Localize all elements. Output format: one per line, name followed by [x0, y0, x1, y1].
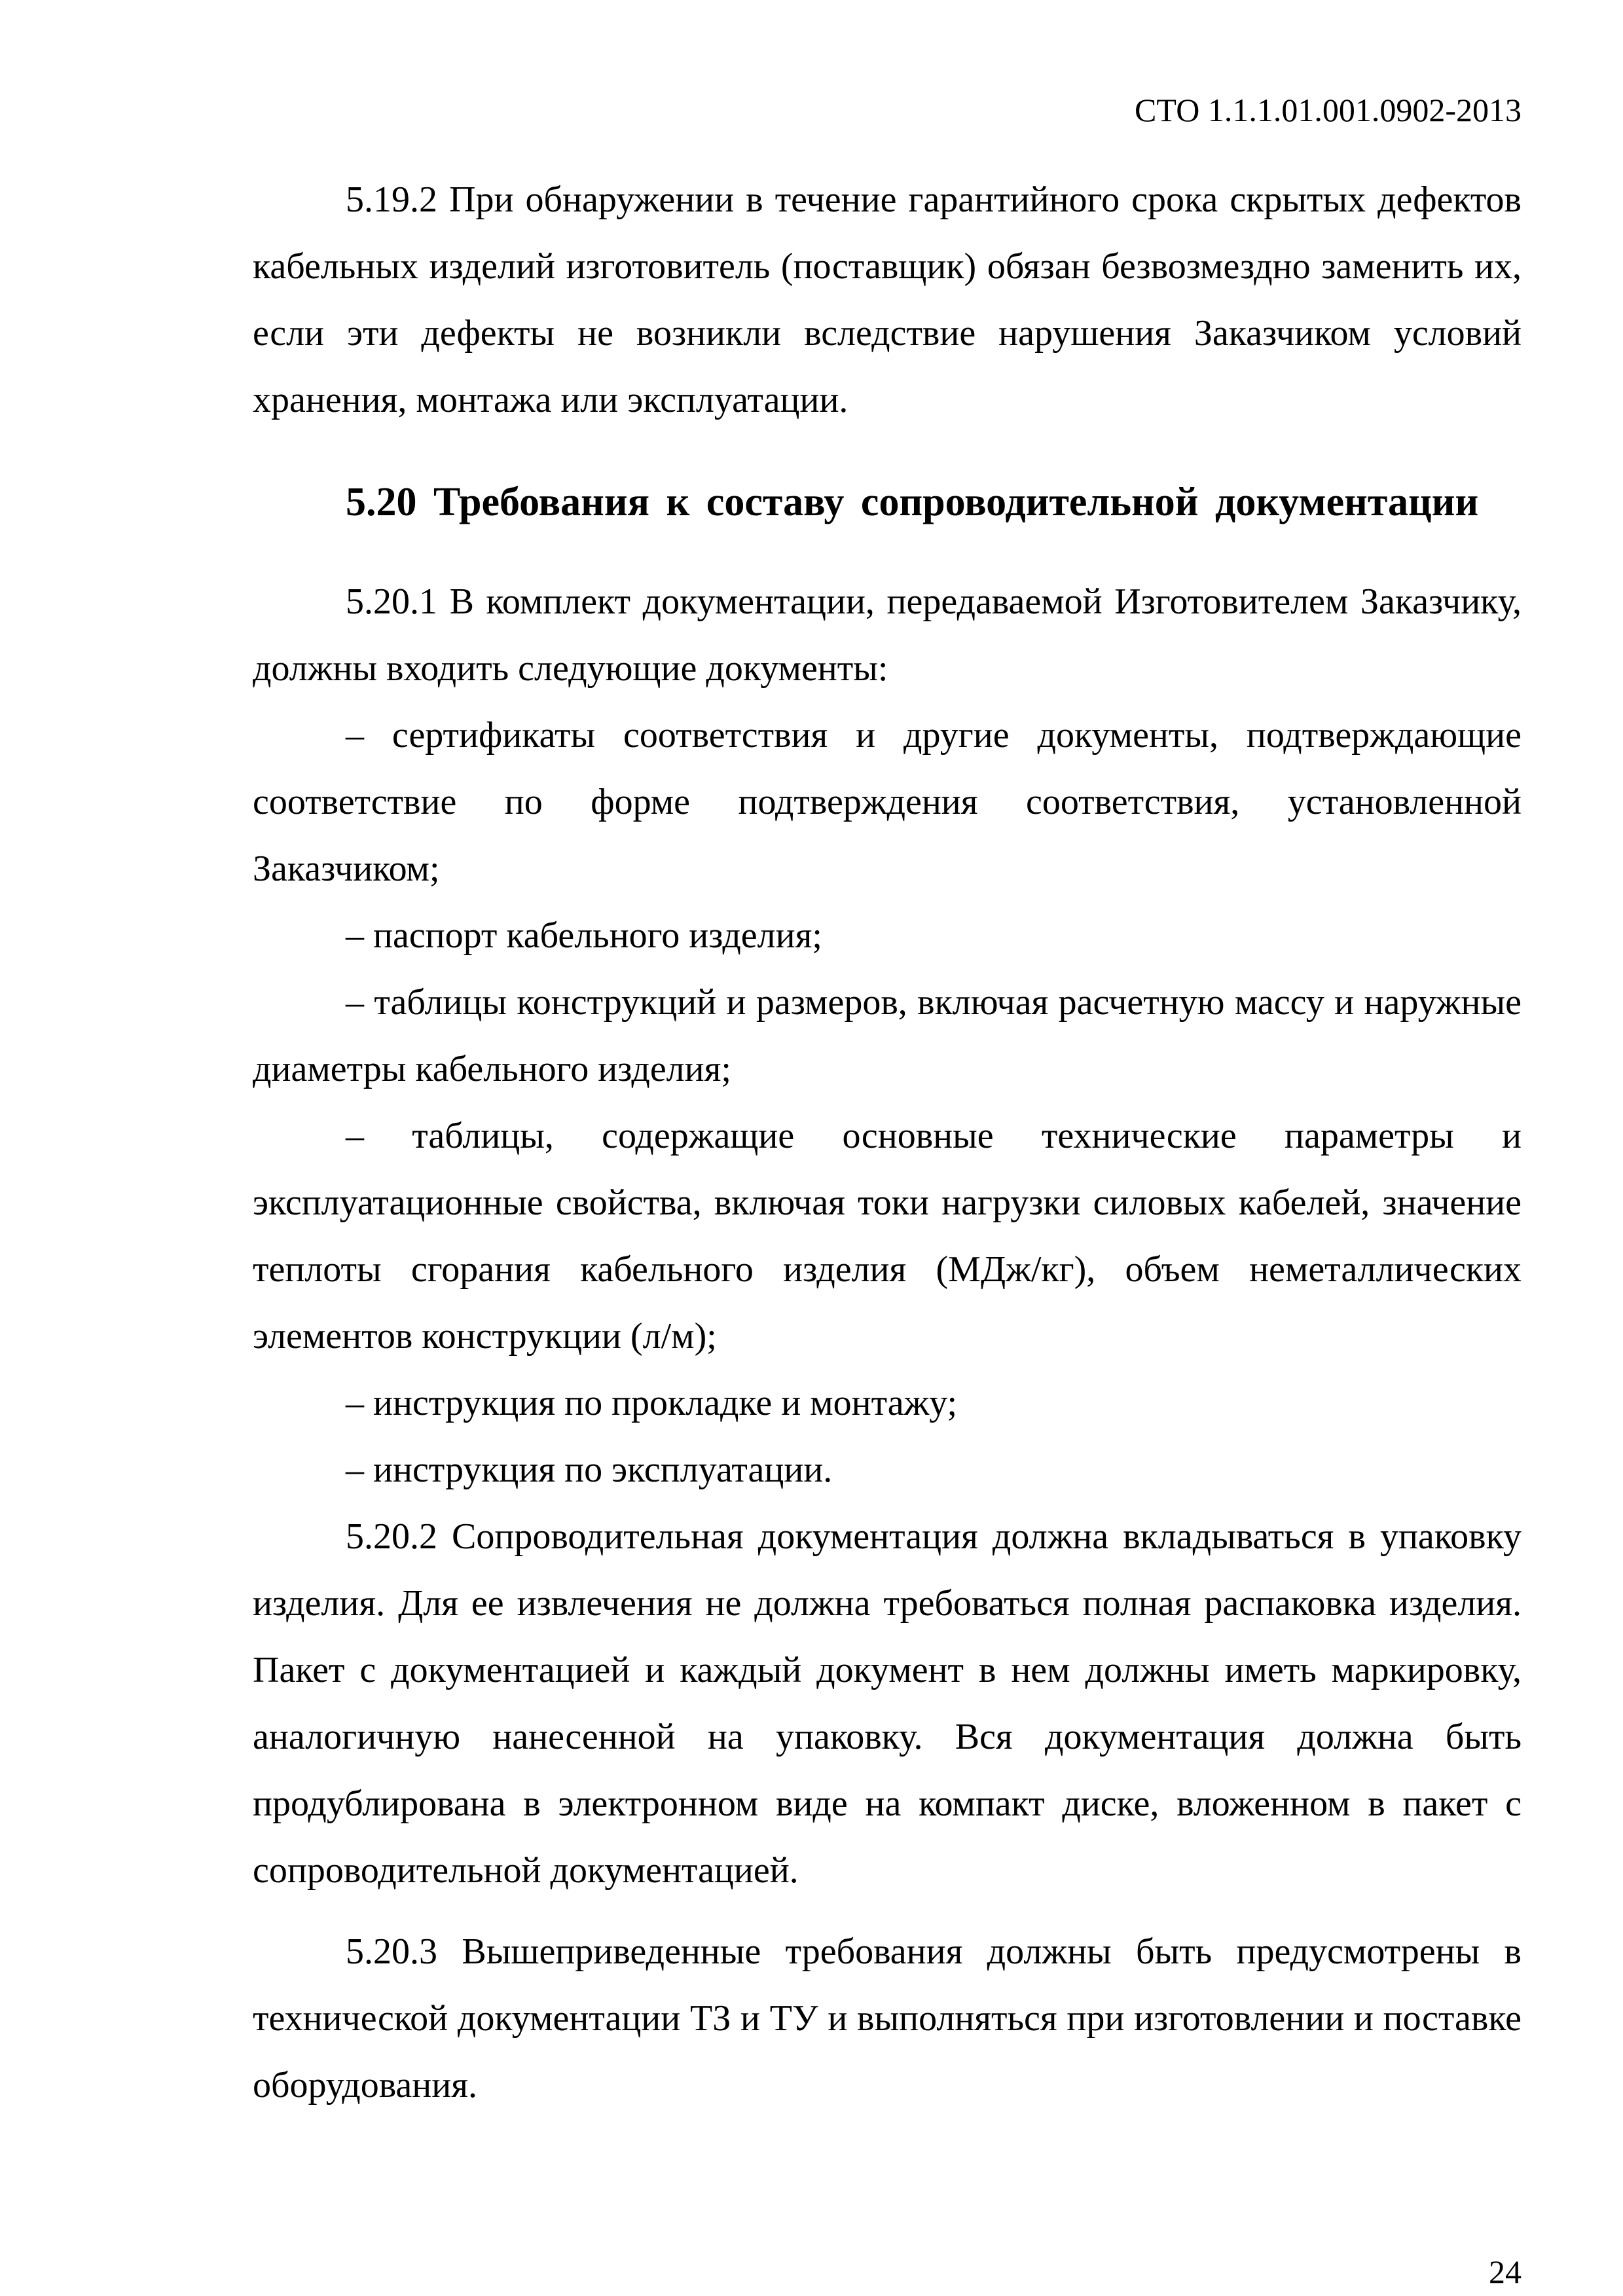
paragraph-5-20-2: 5.20.2 Сопроводительная документация должна вкладываться в упаковку изделия. Для ее извлечения не должна требоваться полная распаковка изделия. Пакет с документацией и каждый документ в нем должны иметь маркировку, аналогичную нанесенной на упаковку. Вся документация должна быть продублирована в электронном виде на компакт диске, вложенном в пакет с сопроводительной документацией.: [253, 1516, 1522, 1891]
paragraph-5-20-1-intro: 5.20.1 В комплект документации, передаваемой Изготовителем Заказчику, должны входить следующие документы:: [253, 581, 1522, 689]
list-item: – таблицы, содержащие основные технические параметры и эксплуатационные свойства, включая токи нагрузки силовых кабелей, значение теплоты сгорания кабельного изделия (МДж/кг), объем неметаллических элементов конструкции (л/м);: [253, 1116, 1522, 1357]
page-number: 24: [1489, 2253, 1522, 2290]
paragraph-5-20-3: 5.20.3 Вышеприведенные требования должны быть предусмотрены в технической документации ТЗ и ТУ и выполняться при изготовлении и поставке оборудования.: [253, 1931, 1522, 2105]
list-item: – таблицы конструкций и размеров, включая расчетную массу и наружные диаметры кабельного изделия;: [253, 982, 1522, 1089]
document-code: СТО 1.1.1.01.001.0902-2013: [1135, 92, 1522, 128]
section-heading-5-20: 5.20 Требования к составу сопроводительной документации: [346, 480, 1479, 524]
list-item: – сертификаты соответствия и другие документы, подтверждающие соответствие по форме подтверждения соответствия, установленной Заказчиком;: [253, 715, 1522, 889]
list-item: – паспорт кабельного изделия;: [346, 915, 822, 956]
list-item: – инструкция по прокладке и монтажу;: [346, 1383, 958, 1423]
list-item: – инструкция по эксплуатации.: [346, 1449, 833, 1490]
spacer: [253, 1904, 1522, 1918]
paragraph-5-19-2: 5.19.2 При обнаружении в течение гарантийного срока скрытых дефектов кабельных изделий изготовитель (поставщик) обязан безвозмездно заменить их, если эти дефекты не возникли вследствие нарушения Заказчиком условий хранения, монтажа или эксплуатации.: [253, 179, 1522, 420]
document-body: [253, 166, 1522, 2119]
